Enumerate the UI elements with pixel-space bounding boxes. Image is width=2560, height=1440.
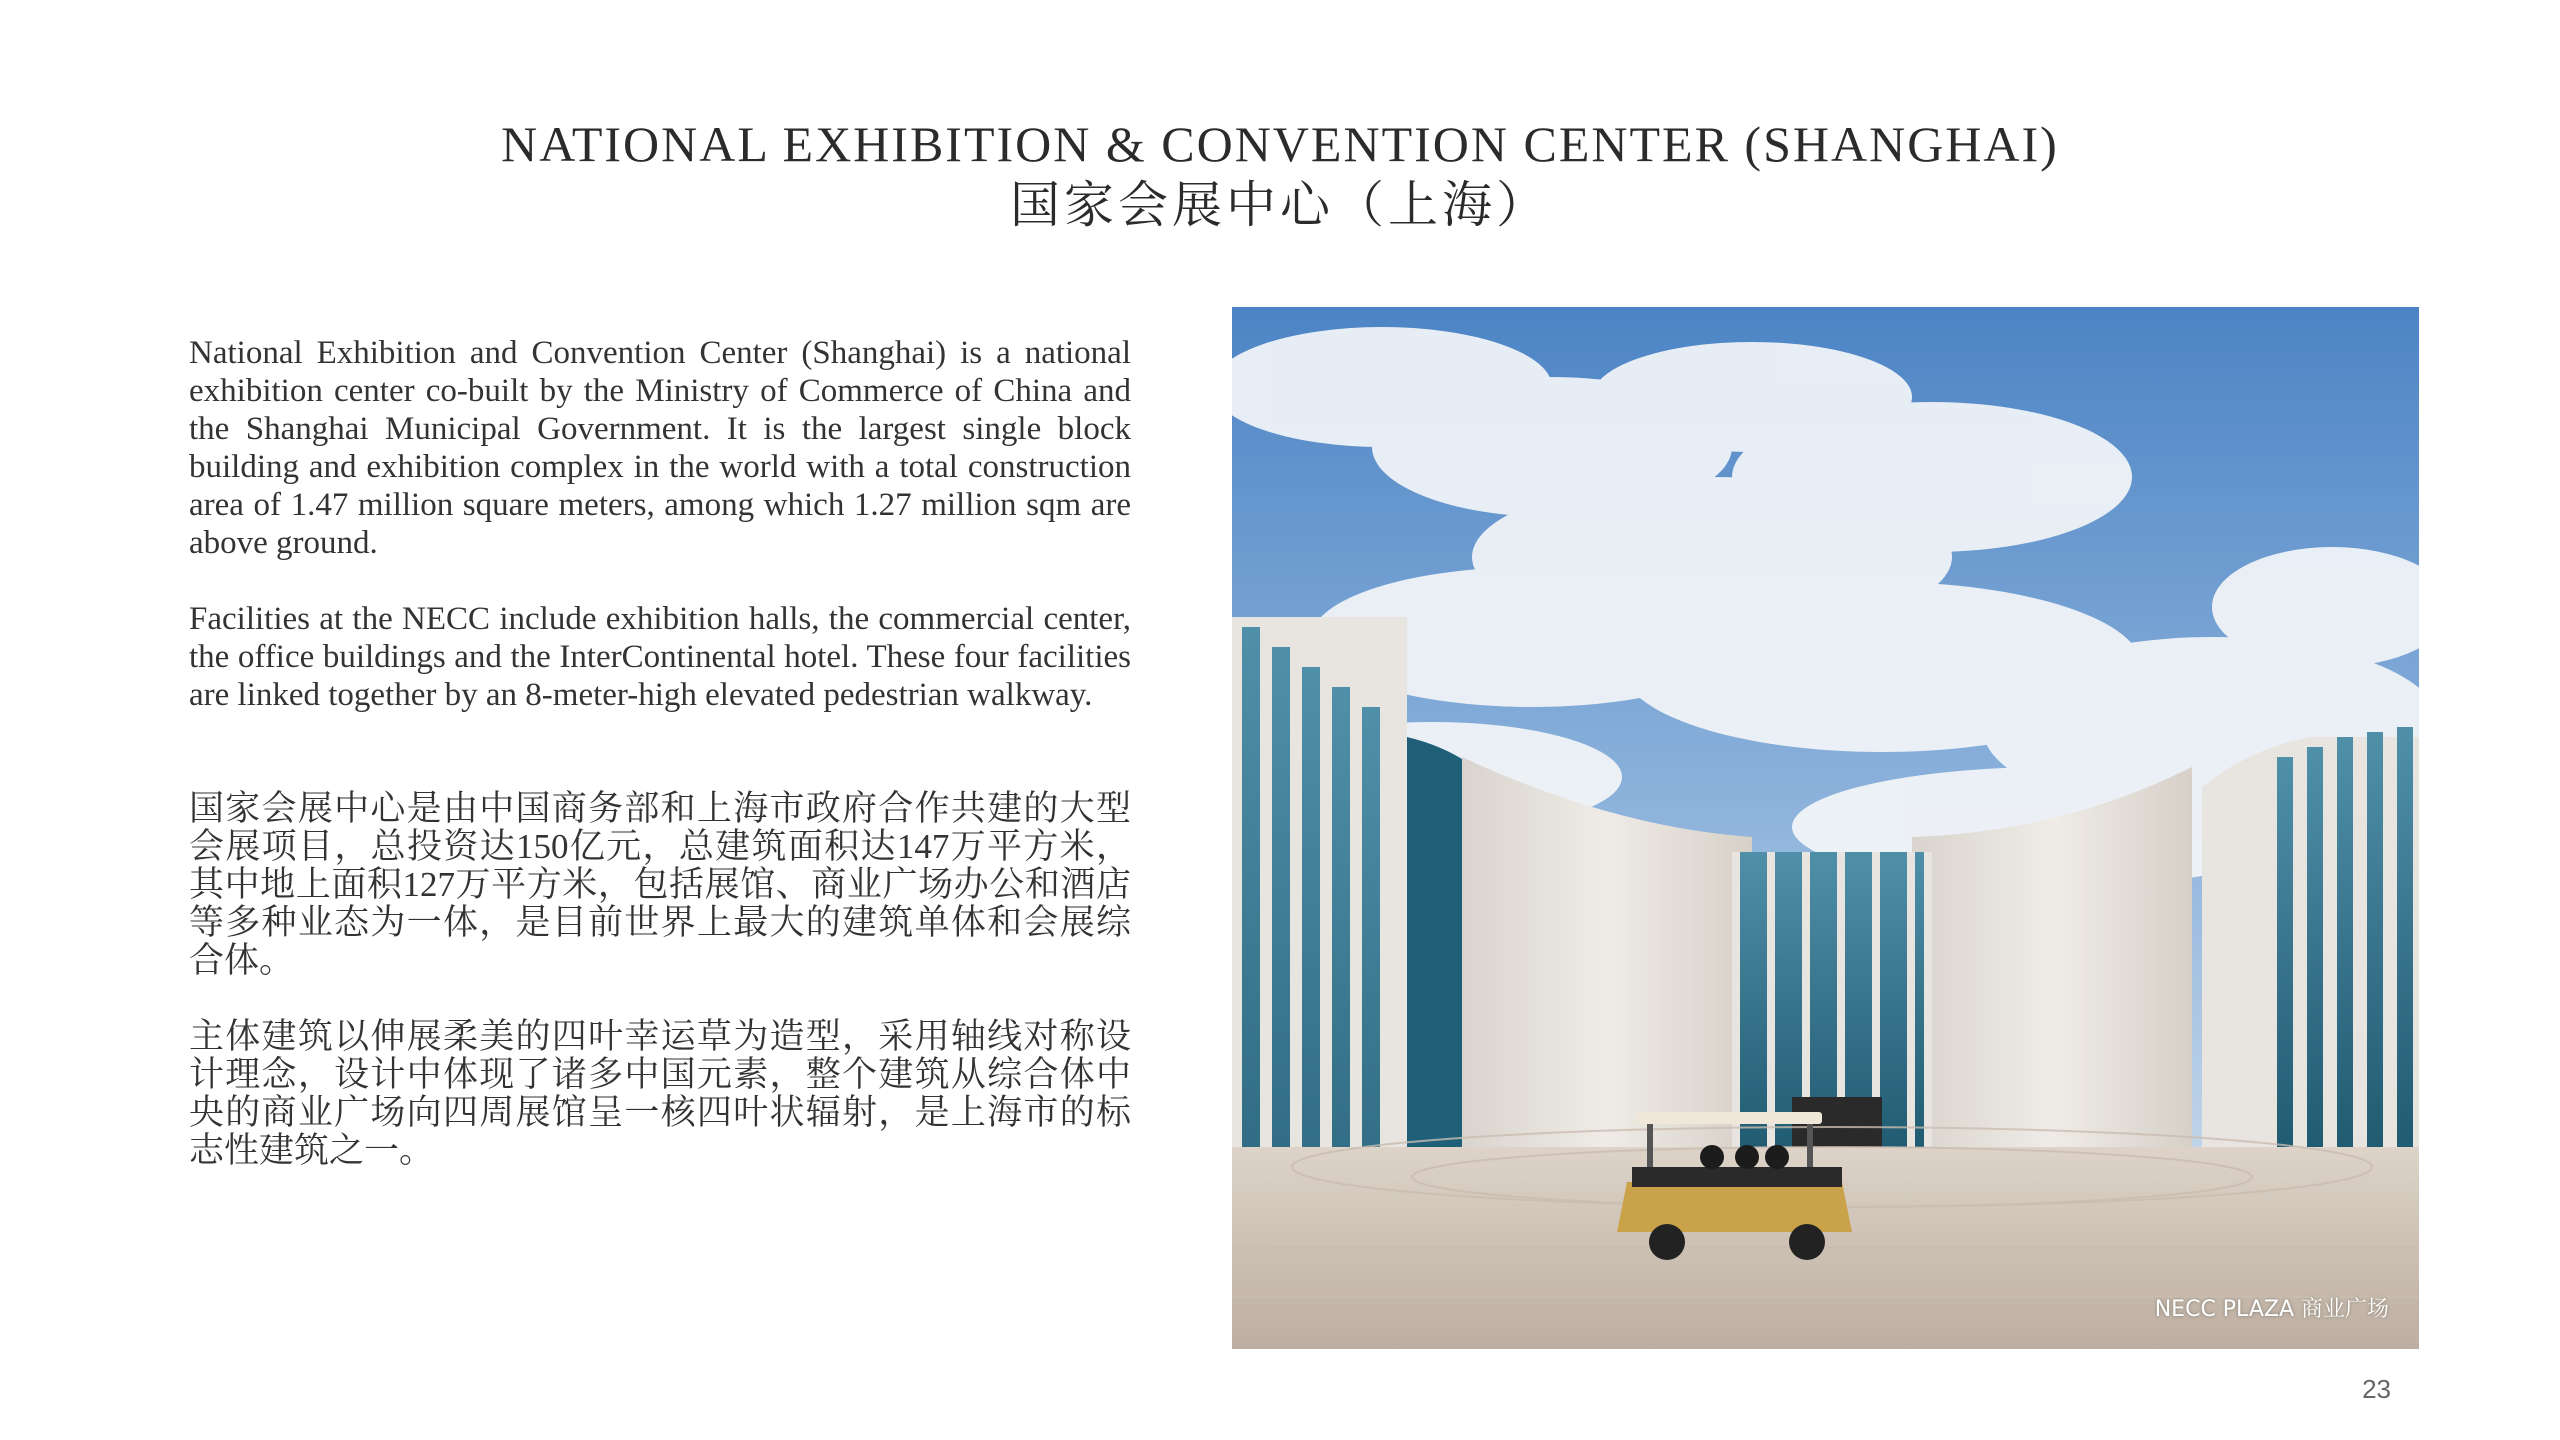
body-text bbox=[189, 334, 1131, 1170]
paragraph-en-facilities: Facilities at the NECC include exhibition halls, the commercial center, the office buildings and the InterContinental hotel. These four facilities are linked together by an 8-meter-high elevated pedestrian walkway. bbox=[189, 601, 1131, 713]
photo-illustration bbox=[1232, 307, 2419, 1349]
paragraph-zh-design: 主体建筑以伸展柔美的四叶幸运草为造型，采用轴线对称设计理念，设计中体现了诸多中国元素，整个建筑从综合体中央的商业广场向四周展馆呈一核四叶状辐射，是上海市的标志性建筑之一。 bbox=[189, 1017, 1131, 1170]
right-tower bbox=[2202, 727, 2419, 1157]
central-glass-facade bbox=[1732, 852, 1932, 1157]
paragraph-en-overview: National Exhibition and Convention Center (Shanghai) is a national exhibition center co-built by the Ministry of Commerce of China and the Shanghai Municipal Government. It is the largest single block building and exhibition complex in the world with a total construction area of 1.47 million square meters, among which 1.27 million sqm are above ground. bbox=[189, 335, 1131, 561]
page-title-english: NATIONAL EXHIBITION & CONVENTION CENTER (SHANGHAI) bbox=[501, 116, 2059, 172]
paragraph-zh-overview: 国家会展中心是由中国商务部和上海市政府合作共建的大型会展项目，总投资达150亿元，总建筑面积达147万平方米，其中地上面积127万平方米，包括展馆、商业广场办公和酒店等多种业态为一体，是目前世界上最大的建筑单体和会展综合体。 bbox=[189, 789, 1131, 980]
page-title-chinese: 国家会展中心（上海） bbox=[1010, 177, 1550, 233]
page-number: 23 bbox=[2362, 1374, 2391, 1404]
photo-caption: NECC PLAZA 商业广场 bbox=[2154, 1297, 2389, 1322]
building-plaza-photo bbox=[1232, 307, 2419, 1349]
